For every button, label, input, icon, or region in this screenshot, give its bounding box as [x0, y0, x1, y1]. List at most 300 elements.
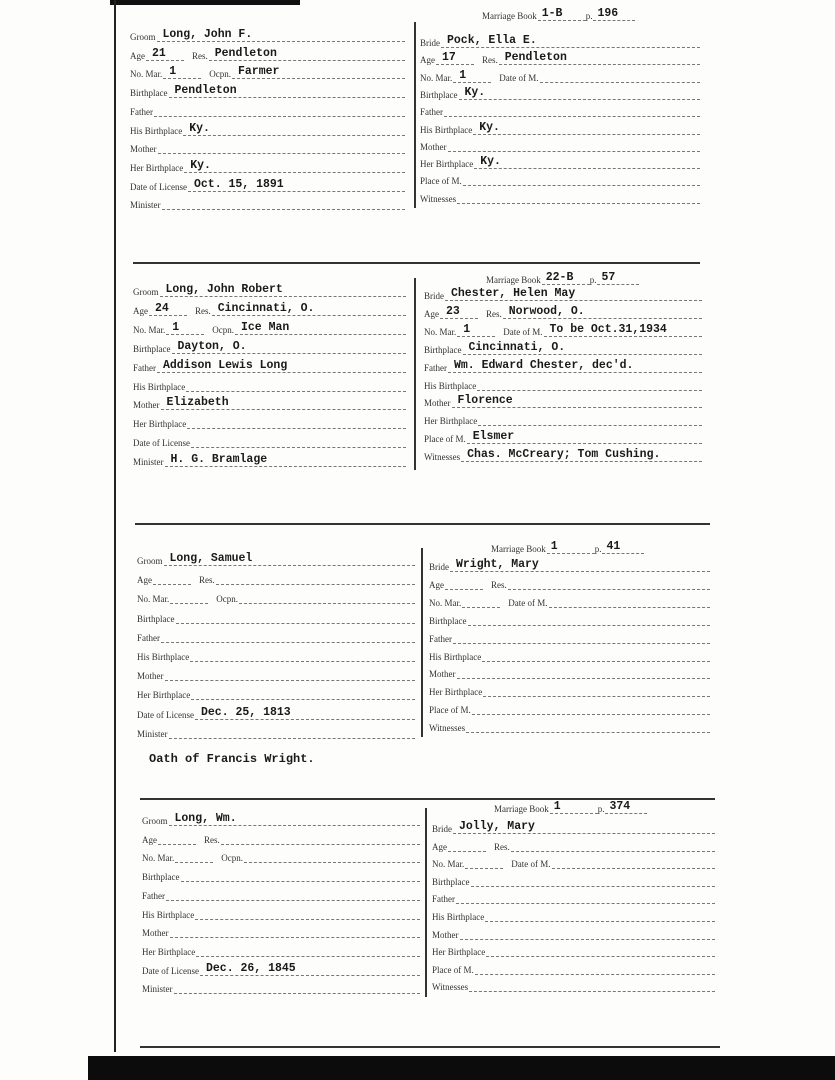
- bride-field-row-her-birthplace: [429, 682, 710, 697]
- groom-birthplace-value: [176, 611, 416, 624]
- bride-res-label: Res.: [494, 841, 510, 852]
- bride-field-row-bride: [424, 286, 702, 301]
- bride-field-row-her-birthplace: [420, 154, 700, 169]
- bride-his-birthplace-value: Ky.: [473, 122, 700, 135]
- groom-mother-label: Mother: [133, 400, 160, 411]
- groom-date-of-license-label: Date of License: [137, 709, 194, 720]
- bride-age-label: Age: [429, 579, 444, 590]
- bride-field-row-bride: [429, 557, 710, 572]
- marriage-book-value: 1-B: [538, 8, 586, 21]
- bride-field-row-his-birthplace: [424, 376, 702, 391]
- groom-date-of-license-value: Dec. 26, 1845: [200, 963, 420, 976]
- bride-age-value: [448, 839, 486, 852]
- marriage-book-value: 22-B: [542, 272, 590, 285]
- groom-his-birthplace-value: Ky.: [183, 123, 405, 136]
- groom-ocpn-value: [239, 591, 415, 604]
- groom-minister-label: Minister: [133, 457, 164, 468]
- groom-field-row-no-mar: [142, 848, 420, 863]
- bride-field-row-age: [424, 304, 702, 319]
- bride-his-birthplace-value: [477, 378, 702, 391]
- bride-her-birthplace-value: [483, 684, 710, 697]
- bride-field-row-no-mar: [420, 68, 700, 83]
- page-label: p.: [589, 275, 597, 285]
- bride-field-row-his-birthplace: [429, 647, 710, 662]
- groom-age-value: 24: [149, 303, 187, 316]
- bride-no-mar-value: [462, 595, 500, 608]
- column-divider: [414, 22, 416, 208]
- bride-place-of-m-value: [472, 702, 710, 715]
- bride-field-row-mother: [429, 664, 710, 679]
- bride-field-row-bride: [420, 33, 700, 48]
- groom-name-value: Long, John Robert: [160, 284, 407, 297]
- groom-field-row-mother: [133, 395, 406, 410]
- bride-res-value: Pendleton: [499, 52, 700, 65]
- scan-edge-top: [110, 0, 300, 5]
- column-divider: [414, 278, 416, 470]
- groom-his-birthplace-value: [190, 649, 415, 662]
- bride-no-mar-value: [465, 856, 503, 869]
- groom-field-row-mother: [142, 923, 420, 938]
- groom-res-label: Res.: [199, 575, 215, 586]
- bride-father-value: [444, 104, 700, 117]
- groom-res-value: Cincinnati, O.: [212, 303, 406, 316]
- groom-res-value: [221, 832, 420, 845]
- groom-mother-label: Mother: [137, 671, 164, 682]
- groom-no-mar-label: No. Mar.: [133, 324, 166, 335]
- bride-age-label: Age: [424, 308, 439, 319]
- groom-res-value: Pendleton: [209, 48, 405, 61]
- column-divider: [421, 548, 423, 737]
- bride-date-of-m-value: [540, 70, 701, 83]
- bride-field-row-birthplace: [432, 872, 715, 887]
- groom-age-value: [153, 572, 191, 585]
- groom-field-row-her-birthplace: [137, 685, 415, 700]
- groom-field-row-father: [142, 886, 420, 901]
- groom-date-of-license-label: Date of License: [142, 965, 199, 976]
- marriage-book-reference: [494, 799, 647, 814]
- bride-place-of-m-label: Place of M.: [432, 964, 474, 975]
- groom-field-row-father: [137, 628, 415, 643]
- bride-no-mar-label: No. Mar.: [432, 859, 465, 870]
- bride-res-label: Res.: [486, 308, 502, 319]
- bride-witnesses-label: Witnesses: [420, 193, 457, 204]
- bride-field-row-mother: [432, 925, 715, 940]
- groom-minister-value: H. G. Bramlage: [165, 454, 407, 467]
- bride-age-label: Age: [420, 55, 435, 66]
- bride-place-of-m-value: Elsmer: [467, 431, 702, 444]
- bride-field-row-witnesses: [429, 718, 710, 733]
- bride-no-mar-label: No. Mar.: [424, 326, 457, 337]
- bride-field-row-age: [420, 50, 700, 65]
- bride-bride-label: Bride: [432, 824, 452, 834]
- bride-her-birthplace-value: [486, 944, 715, 957]
- groom-birthplace-label: Birthplace: [142, 872, 180, 883]
- bride-place-of-m-value: [463, 173, 700, 186]
- bride-place-of-m-label: Place of M.: [420, 176, 462, 187]
- page-value: 41: [602, 541, 644, 554]
- bride-place-of-m-value: [475, 962, 715, 975]
- bride-field-row-father: [420, 102, 700, 117]
- bride-res-value: [508, 577, 710, 590]
- groom-field-row-age: [130, 46, 405, 61]
- bride-father-value: [453, 631, 710, 644]
- groom-birthplace-label: Birthplace: [137, 613, 175, 624]
- groom-her-birthplace-value: [187, 416, 406, 429]
- bride-place-of-m-label: Place of M.: [429, 705, 471, 716]
- bride-her-birthplace-label: Her Birthplace: [429, 687, 483, 698]
- bride-father-label: Father: [420, 107, 443, 118]
- bride-field-row-birthplace: [420, 85, 700, 100]
- marriage-book-label: Marriage Book: [486, 275, 541, 285]
- groom-groom-label: Groom: [142, 816, 168, 826]
- bride-birthplace-label: Birthplace: [420, 89, 458, 100]
- page-label: p.: [597, 804, 605, 814]
- bride-birthplace-label: Birthplace: [429, 615, 467, 626]
- groom-groom-label: Groom: [137, 556, 163, 566]
- groom-his-birthplace-label: His Birthplace: [137, 652, 190, 662]
- bride-birthplace-label: Birthplace: [424, 344, 462, 355]
- groom-his-birthplace-value: [195, 907, 420, 920]
- bride-name-value: Wright, Mary: [450, 559, 710, 572]
- groom-no-mar-value: [170, 591, 208, 604]
- bride-field-row-witnesses: [420, 189, 700, 204]
- groom-birthplace-label: Birthplace: [130, 88, 168, 99]
- groom-date-of-license-label: Date of License: [130, 181, 187, 192]
- groom-father-value: [154, 104, 405, 117]
- bride-witnesses-value: [469, 979, 715, 992]
- bride-father-label: Father: [429, 633, 452, 644]
- groom-date-of-license-value: Oct. 15, 1891: [188, 179, 405, 192]
- groom-field-row-date-of-license: [137, 705, 415, 720]
- groom-his-birthplace-label: His Birthplace: [130, 125, 183, 136]
- marriage-book-label: Marriage Book: [491, 544, 546, 554]
- marriage-book-label: Marriage Book: [482, 11, 537, 21]
- bride-age-value: 23: [440, 306, 478, 319]
- card-top-rule: [133, 262, 700, 264]
- bride-res-label: Res.: [491, 579, 507, 590]
- bride-field-row-her-birthplace: [432, 942, 715, 957]
- bride-witnesses-value: [457, 191, 700, 204]
- bride-res-value: Norwood, O.: [503, 306, 702, 319]
- groom-field-row-her-birthplace: [130, 158, 405, 173]
- bride-his-birthplace-value: [485, 909, 715, 922]
- bride-birthplace-value: [471, 874, 716, 887]
- bride-mother-value: [448, 139, 701, 152]
- bride-his-birthplace-value: [482, 649, 710, 662]
- bride-field-row-age: [432, 837, 715, 852]
- bride-bride-label: Bride: [429, 562, 449, 572]
- groom-field-row-minister: [142, 979, 420, 994]
- groom-name-value: Long, John F.: [157, 29, 406, 42]
- groom-field-row-age: [142, 830, 420, 845]
- bride-field-row-place-of-m: [432, 960, 715, 975]
- bride-name-value: Pock, Ella E.: [441, 35, 700, 48]
- groom-ocpn-label: Ocpn.: [212, 324, 234, 335]
- marriage-book-value: 1: [550, 801, 598, 814]
- groom-her-birthplace-label: Her Birthplace: [130, 162, 184, 173]
- groom-father-label: Father: [130, 106, 153, 117]
- bride-field-row-father: [432, 889, 715, 904]
- bride-mother-value: Florence: [452, 395, 703, 408]
- groom-birthplace-value: Dayton, O.: [172, 341, 407, 354]
- marriage-book-label: Marriage Book: [494, 804, 549, 814]
- groom-field-row-birthplace: [130, 83, 405, 98]
- bride-her-birthplace-label: Her Birthplace: [432, 947, 486, 958]
- bride-bride-label: Bride: [424, 291, 444, 301]
- bride-name-value: Jolly, Mary: [453, 821, 715, 834]
- bride-date-of-m-value: [552, 856, 716, 869]
- groom-father-label: Father: [142, 890, 165, 901]
- bride-field-row-his-birthplace: [420, 120, 700, 135]
- groom-field-row-his-birthplace: [133, 377, 406, 392]
- bride-field-row-age: [429, 575, 710, 590]
- bride-father-value: [456, 891, 715, 904]
- page-value: 57: [597, 272, 639, 285]
- bride-her-birthplace-value: Ky.: [474, 156, 700, 169]
- bride-date-of-m-value: [549, 595, 711, 608]
- groom-minister-value: [174, 981, 421, 994]
- groom-field-row-age: [133, 301, 406, 316]
- groom-father-value: [166, 888, 420, 901]
- groom-res-label: Res.: [195, 305, 211, 316]
- bride-res-value: [511, 839, 715, 852]
- bride-field-row-place-of-m: [429, 700, 710, 715]
- groom-res-label: Res.: [204, 834, 220, 845]
- groom-her-birthplace-label: Her Birthplace: [133, 419, 187, 430]
- bride-birthplace-value: Ky.: [459, 87, 701, 100]
- groom-father-label: Father: [137, 632, 160, 643]
- groom-field-row-birthplace: [142, 867, 420, 882]
- page-label: p.: [585, 11, 593, 21]
- bride-no-mar-label: No. Mar.: [420, 72, 453, 83]
- groom-field-row-his-birthplace: [130, 121, 405, 136]
- groom-date-of-license-label: Date of License: [133, 438, 190, 449]
- groom-minister-value: [169, 726, 416, 739]
- groom-ocpn-label: Ocpn.: [221, 853, 243, 864]
- groom-no-mar-value: [175, 850, 213, 863]
- bride-place-of-m-label: Place of M.: [424, 434, 466, 445]
- groom-field-row-age: [137, 570, 415, 585]
- bride-mother-value: [457, 666, 711, 679]
- groom-field-row-groom: [130, 27, 405, 42]
- marriage-book-reference: [486, 270, 639, 285]
- groom-no-mar-label: No. Mar.: [130, 69, 163, 80]
- bride-field-row-bride: [432, 819, 715, 834]
- groom-name-value: Long, Samuel: [164, 553, 416, 566]
- groom-field-row-mother: [130, 139, 405, 154]
- bride-her-birthplace-value: [478, 413, 702, 426]
- groom-no-mar-value: 1: [163, 66, 201, 79]
- groom-field-row-birthplace: [137, 609, 415, 624]
- groom-her-birthplace-value: [191, 687, 415, 700]
- groom-no-mar-label: No. Mar.: [137, 594, 170, 605]
- page-value: 374: [605, 801, 647, 814]
- groom-field-row-date-of-license: [130, 177, 405, 192]
- bride-his-birthplace-label: His Birthplace: [424, 380, 477, 391]
- page-label: p.: [594, 544, 602, 554]
- groom-age-label: Age: [142, 834, 157, 845]
- bride-father-value: Wm. Edward Chester, dec'd.: [448, 360, 702, 373]
- bride-birthplace-value: Cincinnati, O.: [463, 342, 703, 355]
- groom-age-label: Age: [130, 50, 145, 61]
- groom-field-row-groom: [142, 811, 420, 826]
- bride-age-value: 17: [436, 52, 474, 65]
- page-value: 196: [593, 8, 635, 21]
- bride-witnesses-value: [466, 720, 710, 733]
- marriage-book-reference: [482, 6, 635, 21]
- groom-mother-label: Mother: [142, 928, 169, 939]
- groom-field-row-mother: [137, 666, 415, 681]
- groom-his-birthplace-value: [186, 379, 406, 392]
- bride-birthplace-value: [468, 613, 711, 626]
- groom-field-row-minister: [133, 452, 406, 467]
- groom-no-mar-label: No. Mar.: [142, 853, 175, 864]
- bride-no-mar-label: No. Mar.: [429, 597, 462, 608]
- bride-age-label: Age: [432, 841, 447, 852]
- groom-ocpn-label: Ocpn.: [209, 69, 231, 80]
- groom-minister-value: [162, 197, 406, 210]
- groom-mother-value: [165, 668, 416, 681]
- bride-field-row-no-mar: [424, 322, 702, 337]
- bride-witnesses-value: Chas. McCreary; Tom Cushing.: [461, 449, 702, 462]
- groom-ocpn-value: Farmer: [232, 66, 405, 79]
- groom-field-row-no-mar: [137, 589, 415, 604]
- bride-field-row-her-birthplace: [424, 411, 702, 426]
- scan-edge-left: [114, 0, 116, 1052]
- marriage-book-reference: [491, 539, 644, 554]
- groom-her-birthplace-label: Her Birthplace: [142, 946, 196, 957]
- groom-minister-label: Minister: [130, 200, 161, 211]
- bride-no-mar-value: 1: [457, 324, 495, 337]
- bottom-rule: [140, 1046, 720, 1048]
- groom-her-birthplace-label: Her Birthplace: [137, 690, 191, 701]
- bride-res-label: Res.: [482, 55, 498, 66]
- groom-res-value: [216, 572, 415, 585]
- groom-field-row-groom: [137, 551, 415, 566]
- bride-field-row-father: [424, 358, 702, 373]
- groom-mother-label: Mother: [130, 144, 157, 155]
- column-divider: [425, 808, 427, 997]
- bride-field-row-his-birthplace: [432, 907, 715, 922]
- groom-date-of-license-value: [191, 435, 406, 448]
- groom-birthplace-label: Birthplace: [133, 343, 171, 354]
- groom-minister-label: Minister: [142, 984, 173, 995]
- groom-her-birthplace-value: [196, 944, 420, 957]
- groom-field-row-no-mar: [133, 320, 406, 335]
- groom-mother-value: Elizabeth: [161, 397, 407, 410]
- groom-field-row-her-birthplace: [142, 942, 420, 957]
- groom-field-row-no-mar: [130, 64, 405, 79]
- bride-birthplace-label: Birthplace: [432, 876, 470, 887]
- groom-father-value: [161, 630, 415, 643]
- groom-groom-label: Groom: [130, 32, 156, 42]
- groom-ocpn-label: Ocpn.: [216, 594, 238, 605]
- groom-age-label: Age: [133, 305, 148, 316]
- bride-mother-label: Mother: [420, 141, 447, 152]
- groom-age-label: Age: [137, 575, 152, 586]
- groom-groom-label: Groom: [133, 287, 159, 297]
- bride-mother-label: Mother: [424, 398, 451, 409]
- bride-date-of-m-label: Date of M.: [503, 326, 543, 337]
- bride-date-of-m-label: Date of M.: [511, 859, 551, 870]
- record-note: Oath of Francis Wright.: [149, 752, 315, 766]
- groom-field-row-father: [133, 358, 406, 373]
- groom-his-birthplace-label: His Birthplace: [142, 909, 195, 920]
- bride-her-birthplace-label: Her Birthplace: [424, 416, 478, 427]
- groom-ocpn-value: Ice Man: [235, 322, 406, 335]
- bride-mother-value: [460, 927, 716, 940]
- groom-ocpn-value: [244, 850, 420, 863]
- bride-field-row-no-mar: [429, 593, 710, 608]
- bride-his-birthplace-label: His Birthplace: [420, 124, 473, 135]
- bride-field-row-place-of-m: [424, 429, 702, 444]
- marriage-book-value: 1: [547, 541, 595, 554]
- groom-birthplace-value: [181, 869, 421, 882]
- bride-field-row-witnesses: [432, 977, 715, 992]
- groom-field-row-minister: [137, 724, 415, 739]
- groom-field-row-date-of-license: [142, 961, 420, 976]
- groom-his-birthplace-label: His Birthplace: [133, 381, 186, 392]
- scan-edge-bottom: [88, 1056, 835, 1080]
- bride-field-row-mother: [420, 137, 700, 152]
- groom-her-birthplace-value: Ky.: [184, 160, 405, 173]
- groom-father-value: Addison Lewis Long: [157, 360, 406, 373]
- groom-minister-label: Minister: [137, 728, 168, 739]
- groom-birthplace-value: Pendleton: [169, 85, 406, 98]
- bride-witnesses-label: Witnesses: [429, 723, 466, 734]
- groom-date-of-license-value: Dec. 25, 1813: [195, 707, 415, 720]
- groom-mother-value: [158, 141, 406, 154]
- bride-witnesses-label: Witnesses: [424, 452, 461, 463]
- bride-name-value: Chester, Helen May: [445, 288, 702, 301]
- groom-field-row-birthplace: [133, 339, 406, 354]
- bride-field-row-place-of-m: [420, 171, 700, 186]
- bride-field-row-mother: [424, 393, 702, 408]
- bride-field-row-father: [429, 629, 710, 644]
- bride-no-mar-value: 1: [453, 70, 491, 83]
- bride-field-row-witnesses: [424, 447, 702, 462]
- groom-res-label: Res.: [192, 50, 208, 61]
- bride-field-row-birthplace: [424, 340, 702, 355]
- bride-mother-label: Mother: [429, 669, 456, 680]
- bride-her-birthplace-label: Her Birthplace: [420, 159, 474, 170]
- bride-his-birthplace-label: His Birthplace: [432, 912, 485, 922]
- bride-mother-label: Mother: [432, 929, 459, 940]
- groom-no-mar-value: 1: [166, 322, 204, 335]
- groom-field-row-father: [130, 102, 405, 117]
- bride-bride-label: Bride: [420, 38, 440, 48]
- bride-witnesses-label: Witnesses: [432, 982, 469, 993]
- bride-age-value: [445, 577, 483, 590]
- bride-father-label: Father: [432, 894, 455, 905]
- groom-age-value: [158, 832, 196, 845]
- bride-field-row-birthplace: [429, 611, 710, 626]
- groom-field-row-his-birthplace: [142, 905, 420, 920]
- bride-father-label: Father: [424, 362, 447, 373]
- bride-date-of-m-label: Date of M.: [508, 597, 548, 608]
- bride-field-row-no-mar: [432, 854, 715, 869]
- bride-date-of-m-label: Date of M.: [499, 72, 539, 83]
- groom-father-label: Father: [133, 362, 156, 373]
- card-top-rule: [135, 523, 710, 525]
- groom-field-row-his-birthplace: [137, 647, 415, 662]
- bride-date-of-m-value: To be Oct.31,1934: [544, 324, 703, 337]
- groom-field-row-minister: [130, 195, 405, 210]
- groom-field-row-groom: [133, 282, 406, 297]
- groom-name-value: Long, Wm.: [169, 813, 421, 826]
- groom-field-row-date-of-license: [133, 433, 406, 448]
- groom-mother-value: [170, 925, 421, 938]
